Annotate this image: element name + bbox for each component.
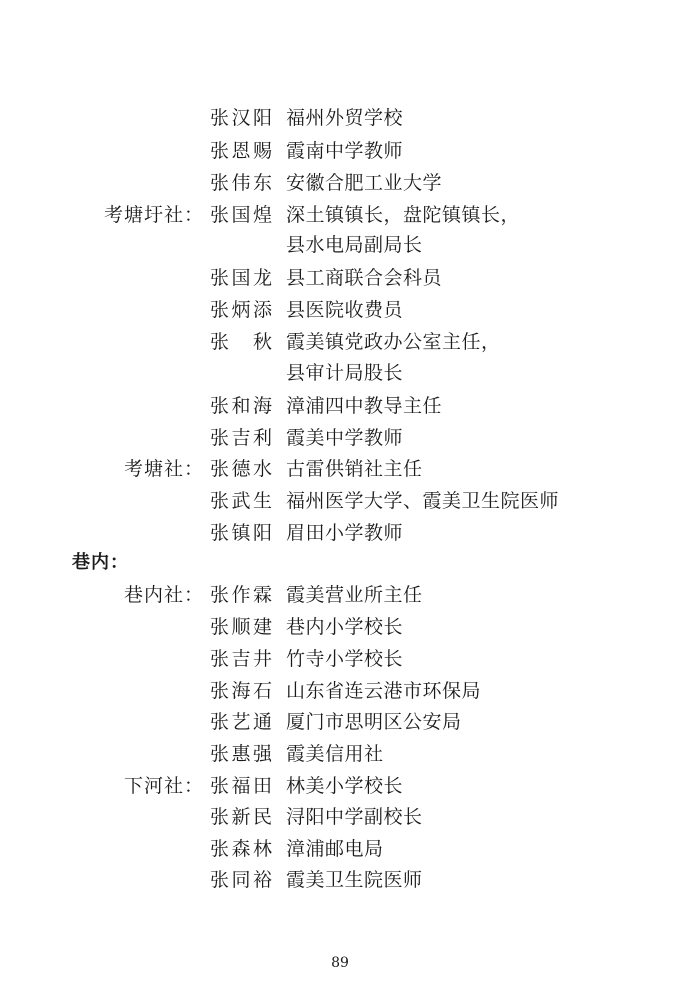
person-description: 眉田小学教师 (286, 522, 404, 544)
person-description: 霞美卫生院医师 (286, 869, 423, 891)
list-item (0, 295, 680, 325)
person-description: 林美小学校长 (286, 775, 404, 797)
person-description: 厦门市思明区公安局 (286, 711, 462, 733)
person-description: 福州医学大学、霞美卫生院医师 (286, 490, 560, 512)
list-item (0, 103, 680, 133)
person-description: 霞南中学教师 (286, 140, 404, 162)
list-item (0, 327, 680, 357)
list-item (0, 834, 680, 864)
village-label: 巷内社： (123, 584, 204, 606)
person-description: 霞美营业所主任 (286, 584, 423, 606)
person-description: 山东省连云港市环保局 (286, 680, 482, 702)
person-name: 张福田 (210, 775, 272, 797)
person-description: 霞美镇党政办公室主任， (286, 331, 501, 353)
list-item (0, 200, 680, 230)
person-name: 张德水 (210, 458, 272, 480)
person-name: 张吉井 (210, 648, 272, 670)
village-label: 考塘社： (123, 458, 204, 480)
list-item (0, 136, 680, 166)
person-name: 张镇阳 (210, 522, 272, 544)
person-description: 古雷供销社主任 (286, 458, 423, 480)
person-description: 安徽合肥工业大学 (286, 172, 443, 194)
person-description: 霞美中学教师 (286, 427, 404, 449)
village-label: 下河社： (123, 775, 204, 797)
person-description: 县审计局股长 (286, 362, 404, 384)
list-item (0, 739, 680, 769)
person-name: 张吉利 (210, 427, 272, 449)
person-description: 竹寺小学校长 (286, 648, 404, 670)
person-description: 福州外贸学校 (286, 107, 404, 129)
person-name: 张武生 (210, 490, 272, 512)
list-item (0, 168, 680, 198)
list-item (0, 263, 680, 293)
section-heading: 巷内： (72, 552, 129, 573)
person-name: 张恩赐 (210, 140, 272, 162)
person-name: 张海石 (210, 680, 272, 702)
person-name: 张新民 (210, 806, 272, 828)
person-name: 张顺建 (210, 616, 272, 638)
list-item (0, 580, 680, 610)
village-label: 考塘圩社： (103, 204, 204, 226)
person-name: 张和海 (210, 395, 272, 417)
list-item (0, 230, 680, 260)
person-name: 张伟东 (210, 172, 272, 194)
list-item (0, 423, 680, 453)
list-item (0, 518, 680, 548)
list-item (0, 802, 680, 832)
person-name: 张惠强 (210, 743, 272, 765)
list-item (0, 612, 680, 642)
person-name: 张国煌 (210, 204, 272, 226)
person-name: 张秋 (210, 331, 272, 353)
person-description: 漳浦邮电局 (286, 838, 384, 860)
list-item (0, 391, 680, 421)
person-name: 张国龙 (210, 267, 272, 289)
person-description: 浔阳中学副校长 (286, 806, 423, 828)
list-item (0, 454, 680, 484)
list-item (0, 865, 680, 895)
list-item (0, 676, 680, 706)
person-name: 张同裕 (210, 869, 272, 891)
person-name: 张艺通 (210, 711, 272, 733)
list-item (0, 707, 680, 737)
person-name: 张森林 (210, 838, 272, 860)
list-item (0, 644, 680, 674)
list-item (0, 771, 680, 801)
list-item (0, 486, 680, 516)
person-description: 深土镇镇长，盘陀镇镇长， (286, 204, 521, 226)
person-description: 巷内小学校长 (286, 616, 404, 638)
person-description: 霞美信用社 (286, 743, 384, 765)
person-description: 县工商联合会科员 (286, 267, 443, 289)
person-name: 张作霖 (210, 584, 272, 606)
page-number: 89 (331, 955, 349, 971)
person-description: 县医院收费员 (286, 299, 404, 321)
person-name: 张汉阳 (210, 107, 272, 129)
person-description: 漳浦四中教导主任 (286, 395, 443, 417)
person-description: 县水电局副局长 (286, 234, 423, 256)
list-item (0, 358, 680, 388)
person-name: 张炳添 (210, 299, 272, 321)
